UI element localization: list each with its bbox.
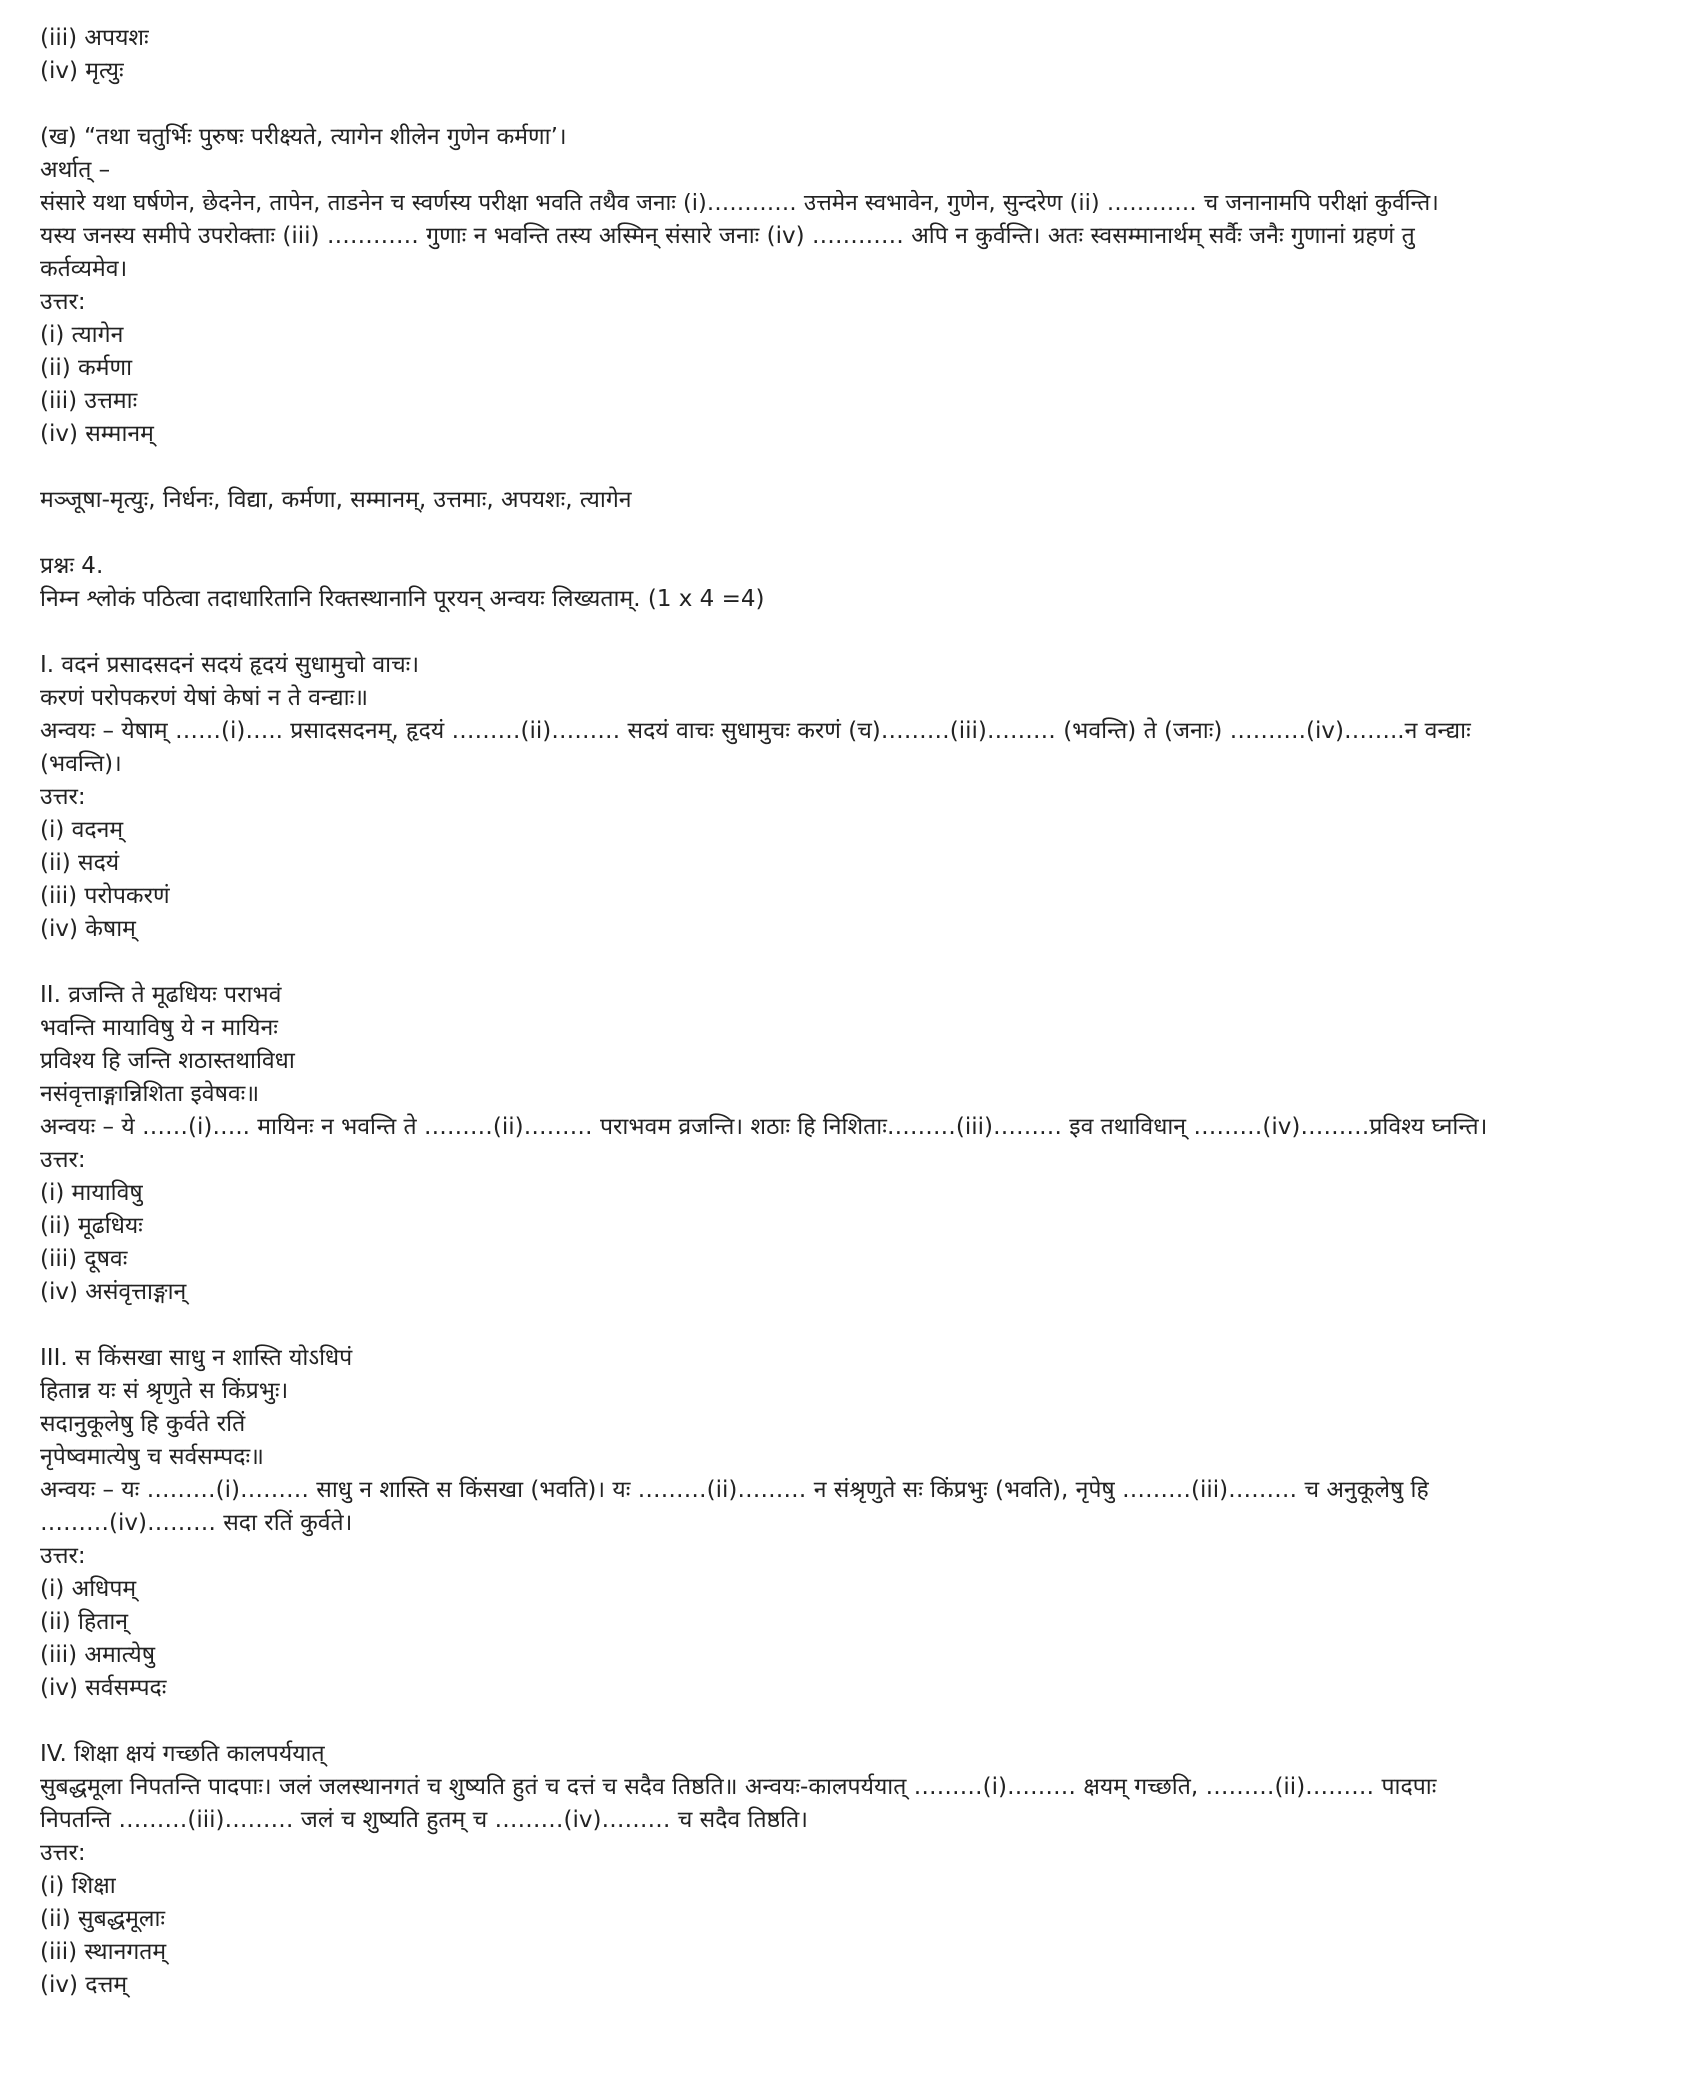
answer-line: (ii) कर्मणा xyxy=(40,355,133,381)
verse-line: नृपेष्वमात्येषु च सर्वसम्पदः॥ xyxy=(40,1444,264,1470)
anvaya-line: सुबद्धमूला निपतन्ति पादपाः। जलं जलस्थानगतं च शुष्यति हुतं च दत्तं च सदैव तिष्ठति॥ अन्वयः-कालपर्ययात् ………(i)……… क्षयम् गच्छति, ………(ii)……… पादपाः xyxy=(40,1774,1437,1800)
verse-line: करणं परोपकरणं येषां केषां न ते वन्द्याः॥ xyxy=(40,685,369,711)
answer-line: (i) अधिपम् xyxy=(40,1576,137,1602)
answer-line: (ii) सदयं xyxy=(40,850,120,876)
verse-line: I. वदनं प्रसादसदनं सदयं हृदयं सुधामुचो वाचः। xyxy=(40,652,420,678)
paragraph-line: यस्य जनस्य समीपे उपरोक्ताः (iii) ………… गुणाः न भवन्ति तस्य अस्मिन् संसारे जनाः (iv) ………… अपि न कुर्वन्ति। अतः स्वसम्मानार्थम् सर्वैः जनैः गुणानां ग्रहणं तु xyxy=(40,223,1415,249)
kha-heading: (ख) “तथा चतुर्भिः पुरुषः परीक्ष्यते, त्यागेन शीलेन गुणेन कर्मणा’। xyxy=(40,124,567,150)
answer-line: (iii) स्थानगतम् xyxy=(40,1939,167,1965)
verse-line: II. व्रजन्ति ते मूढधियः पराभवं xyxy=(40,982,282,1008)
anvaya-line: अन्वयः – येषाम् ……(i)….. प्रसादसदनम्, हृदयं ………(ii)……… सदयं वाचः सुधामुचः करणं (च)………(iii)……… (भवन्ति) ते (जनाः) ……….(iv)……..न वन्द्याः xyxy=(40,718,1471,744)
answer-line: (iv) असंवृत्ताङ्गान् xyxy=(40,1279,187,1305)
answer-line: (iii) उत्तमाः xyxy=(40,388,138,414)
answer-line: (ii) मूढधियः xyxy=(40,1213,143,1239)
answer-label: उत्तर: xyxy=(40,1543,86,1569)
answer-line: (iv) मृत्युः xyxy=(40,58,124,84)
manjusha-word-box: मञ्जूषा-मृत्युः, निर्धनः, विद्या, कर्मणा, सम्मानम्, उत्तमाः, अपयशः, त्यागेन xyxy=(40,487,632,513)
verse-line: भवन्ति मायाविषु ये न मायिनः xyxy=(40,1015,278,1041)
verse-line: IV. शिक्षा क्षयं गच्छति कालपर्ययात् xyxy=(40,1741,325,1767)
anvaya-line: निपतन्ति ………(iii)……… जलं च शुष्यति हुतम् च ………(iv)……… च सदैव तिष्ठति। xyxy=(40,1807,808,1833)
answer-line: (i) त्यागेन xyxy=(40,322,124,348)
anvaya-line: ………(iv)……… सदा रतिं कुर्वते। xyxy=(40,1510,353,1536)
verse-line: प्रविश्य हि जन्ति शठास्तथाविधा xyxy=(40,1048,295,1074)
answer-line: (iv) केषाम् xyxy=(40,916,136,942)
answer-label: उत्तर: xyxy=(40,289,86,315)
answer-line: (i) शिक्षा xyxy=(40,1873,116,1899)
question-instruction: निम्न श्लोकं पठित्वा तदाधारितानि रिक्तस्थानानि पूरयन् अन्वयः लिख्यताम्. (1 x 4 =4) xyxy=(40,586,765,612)
anvaya-line: अन्वयः – ये ……(i)….. मायिनः न भवन्ति ते ………(ii)……… पराभवम व्रजन्ति। शठाः हि निशिताः………(iii)……… इव तथाविधान् ………(iv)………प्रविश्य घ्नन्ति। xyxy=(40,1114,1488,1140)
paragraph-line: कर्तव्यमेव। xyxy=(40,256,128,282)
arthat-label: अर्थात् – xyxy=(40,157,111,183)
answer-line: (iii) परोपकरणं xyxy=(40,883,170,909)
paragraph-line: संसारे यथा घर्षणेन, छेदनेन, तापेन, ताडनेन च स्वर्णस्य परीक्षा भवति तथैव जनाः (i)………… उत्तमेन स्वभावेन, गुणेन, सुन्दरेण (ii) ………… च जनानामपि परीक्षां कुर्वन्ति। xyxy=(40,190,1439,216)
verse-line: हितान्न यः सं श्रृणुते स किंप्रभुः। xyxy=(40,1378,289,1404)
answer-line: (iii) अमात्येषु xyxy=(40,1642,156,1668)
answer-line: (iv) सम्मानम् xyxy=(40,421,154,447)
answer-line: (iii) अपयशः xyxy=(40,25,149,51)
anvaya-line: अन्वयः – यः ………(i)……… साधु न शास्ति स किंसखा (भवति)। यः ………(ii)……… न संश्रृणुते सः किंप्रभुः (भवति), नृपेषु ………(iii)……… च अनुकूलेषु हि xyxy=(40,1477,1429,1503)
question-label: प्रश्नः 4. xyxy=(40,553,104,579)
anvaya-line: (भवन्ति)। xyxy=(40,751,122,777)
answer-label: उत्तर: xyxy=(40,1840,86,1866)
answer-line: (i) वदनम् xyxy=(40,817,124,843)
answer-line: (ii) हितान् xyxy=(40,1609,129,1635)
answer-label: उत्तर: xyxy=(40,1147,86,1173)
answer-line: (i) मायाविषु xyxy=(40,1180,143,1206)
answer-line: (ii) सुबद्धमूलाः xyxy=(40,1906,166,1932)
verse-line: नसंवृत्ताङ्गान्निशिता इवेषवः॥ xyxy=(40,1081,260,1107)
answer-line: (iv) दत्तम् xyxy=(40,1972,128,1998)
answer-line: (iv) सर्वसम्पदः xyxy=(40,1675,167,1701)
verse-line: III. स किंसखा साधु न शास्ति योऽधिपं xyxy=(40,1345,353,1371)
verse-line: सदानुकूलेषु हि कुर्वते रतिं xyxy=(40,1411,246,1437)
answer-label: उत्तर: xyxy=(40,784,86,810)
answer-line: (iii) दूषवः xyxy=(40,1246,128,1272)
